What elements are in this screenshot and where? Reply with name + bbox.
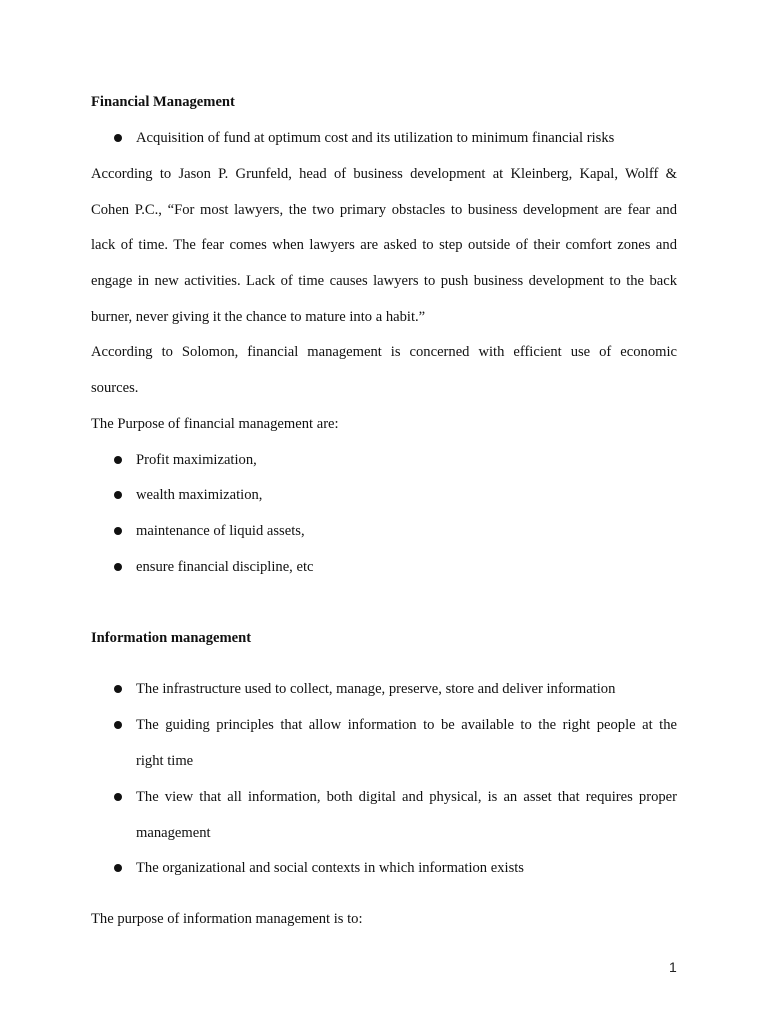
paragraph-line: lack of time. The fear comes when lawyers are asked to step outside of their comfort zones and [91,237,677,253]
paragraph-line: engage in new activities. Lack of time causes lawyers to push business development to the back [91,273,677,289]
section-heading-information-management: Information management [91,630,252,646]
paragraph-line: The purpose of information management is to: [91,911,363,927]
list-item-text: maintenance of liquid assets, [136,523,305,539]
page-number: 1 [669,959,677,975]
paragraph-line: burner, never giving it the chance to mature into a habit.” [91,309,426,325]
bullet-icon [114,793,122,801]
bullet-icon [114,491,122,499]
list-item-text-continued: right time [136,753,194,769]
list-item-text: The guiding principles that allow information to be available to the right people at the [136,717,677,733]
list-item-text: The infrastructure used to collect, manage, preserve, store and deliver information [136,681,616,697]
list-item-text: wealth maximization, [136,487,263,503]
bullet-icon [114,134,122,142]
bullet-icon [114,527,122,535]
paragraph-line: According to Jason P. Grunfeld, head of business development at Kleinberg, Kapal, Wolff & [91,166,677,182]
bullet-icon [114,456,122,464]
list-item-text: The organizational and social contexts in which information exists [136,860,524,876]
list-item-text: ensure financial discipline, etc [136,559,314,575]
bullet-icon [114,685,122,693]
list-item-text: Profit maximization, [136,452,257,468]
paragraph-line: sources. [91,380,139,396]
list-item-text: Acquisition of fund at optimum cost and its utilization to minimum financial risks [136,130,615,146]
bullet-icon [114,563,122,571]
list-item-text: The view that all information, both digital and physical, is an asset that requires proper [136,789,677,805]
list-item-text-continued: management [136,825,211,841]
bullet-icon [114,721,122,729]
paragraph-line: The Purpose of financial management are: [91,416,339,432]
section-heading-financial-management: Financial Management [91,94,235,110]
bullet-icon [114,864,122,872]
paragraph-line: According to Solomon, financial management is concerned with efficient use of economic [91,344,677,360]
paragraph-line: Cohen P.C., “For most lawyers, the two primary obstacles to business development are fear and [91,202,677,218]
